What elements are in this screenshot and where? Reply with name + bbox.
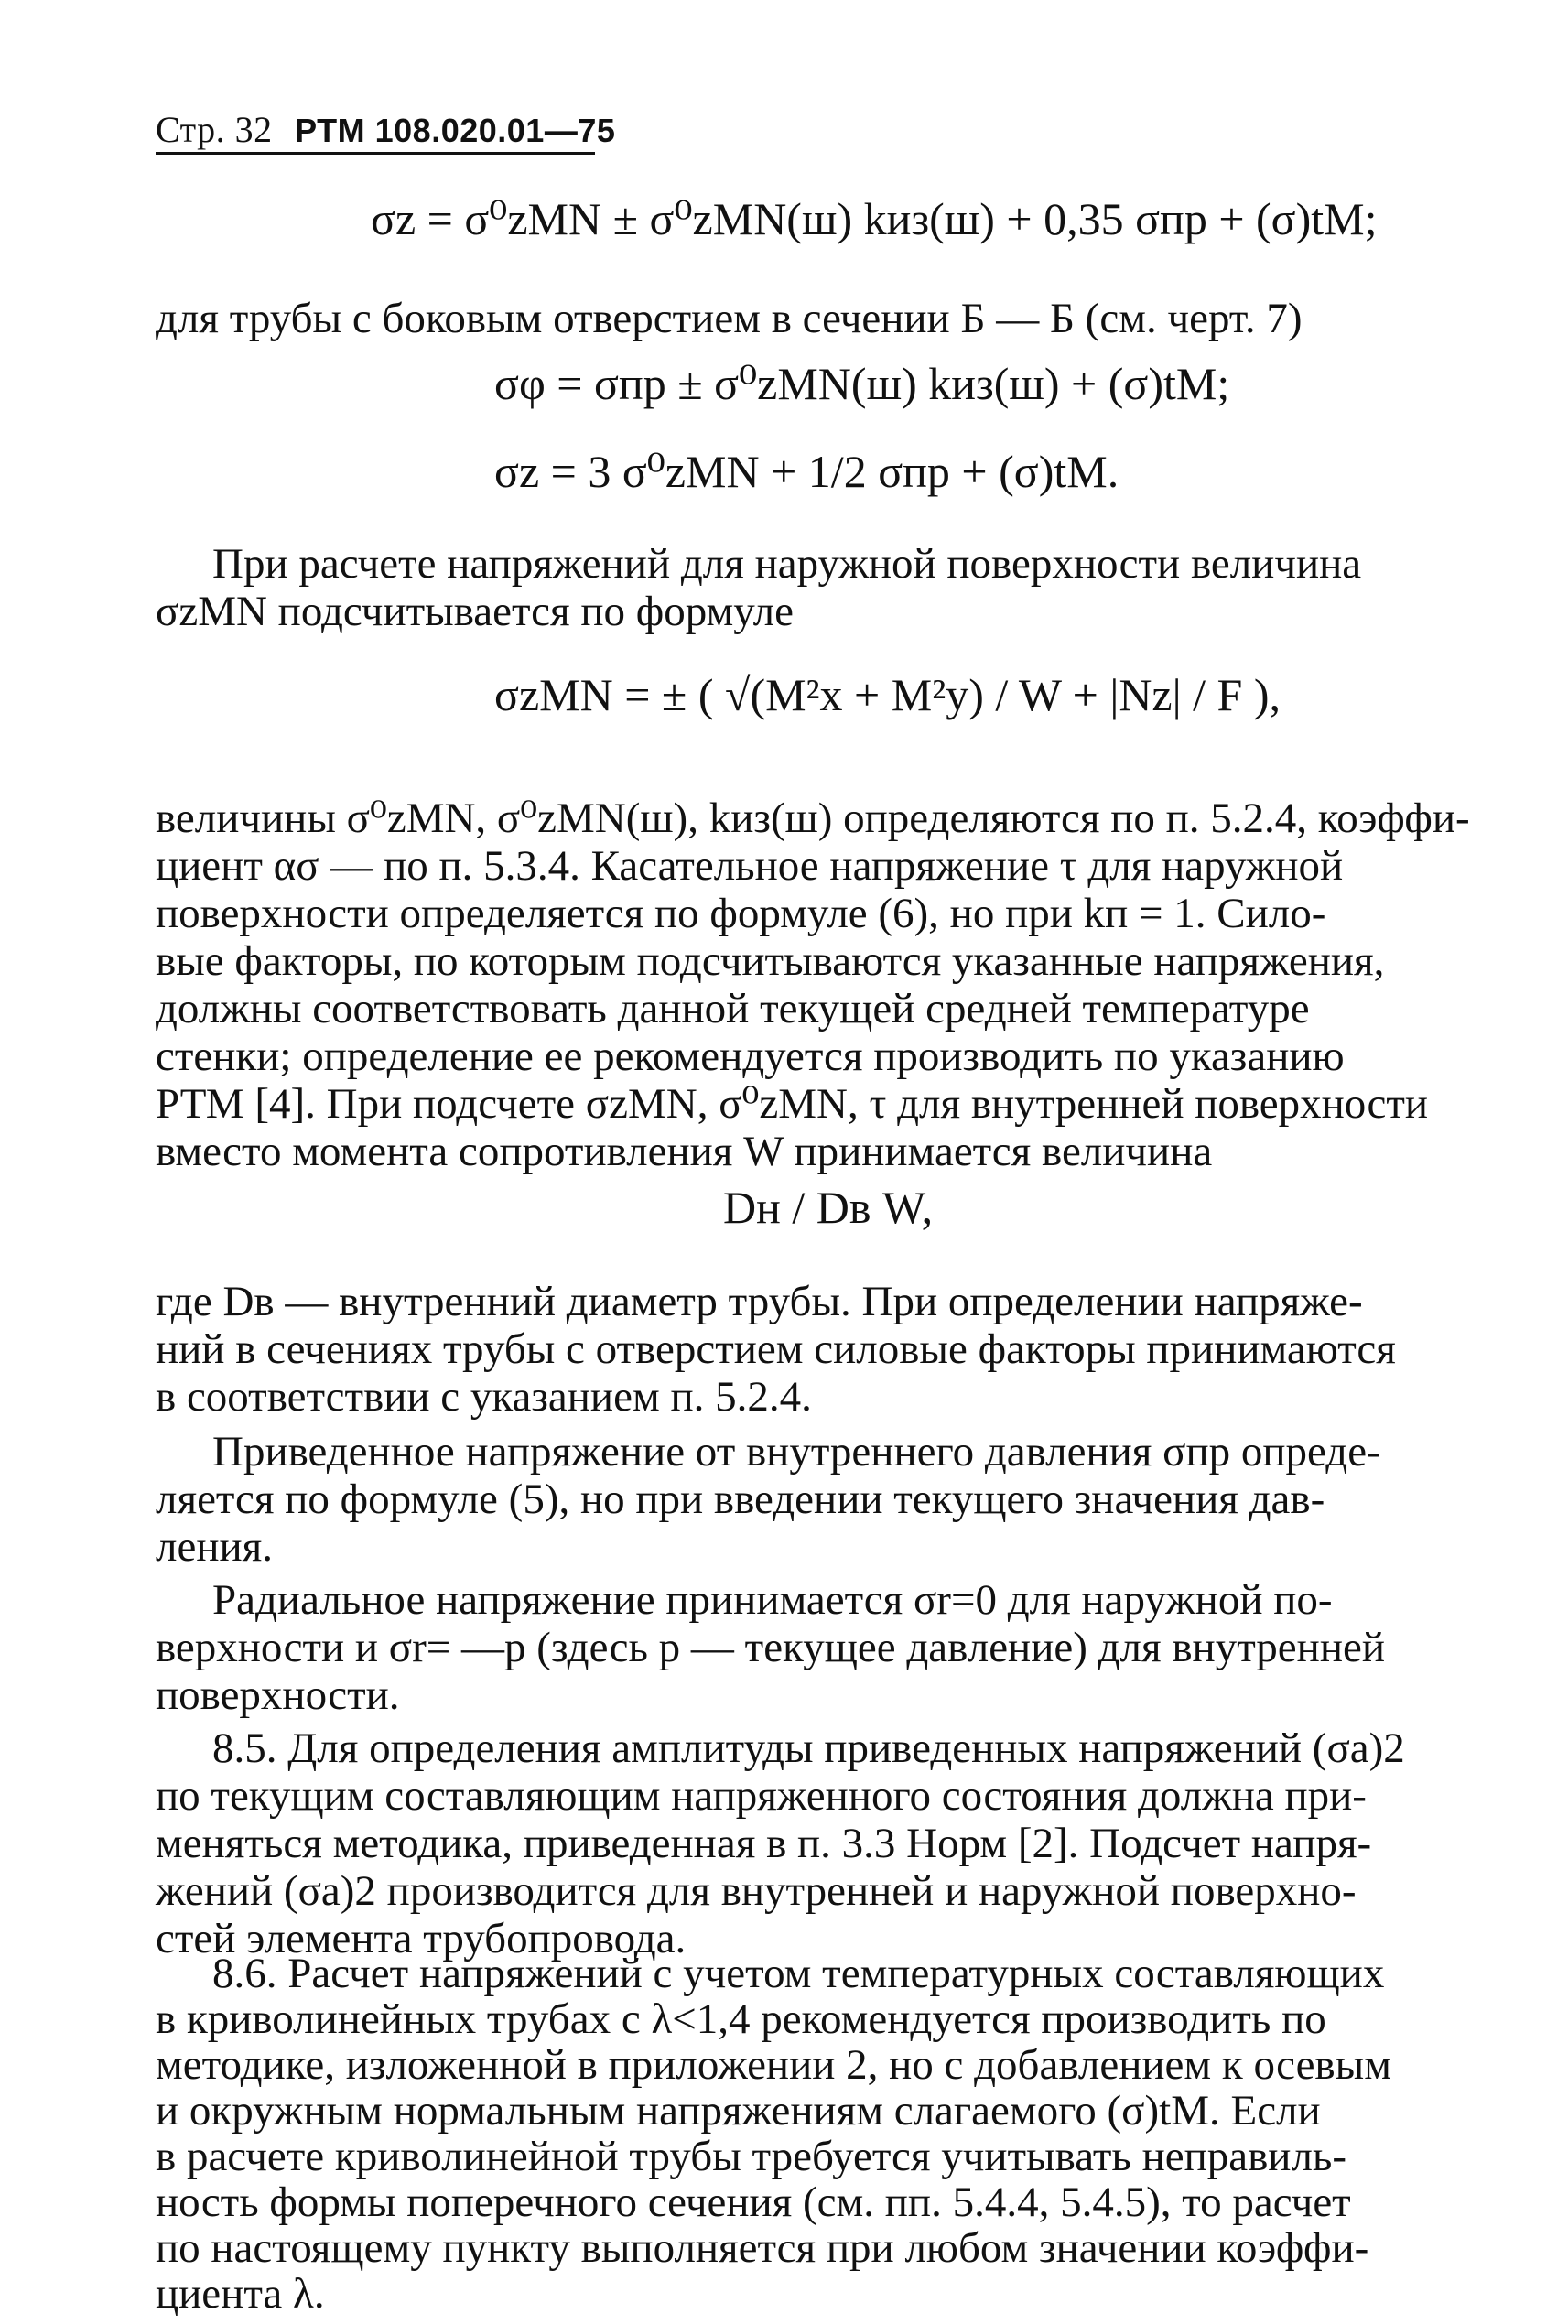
text-line-32: по настоящему пункту выполняется при любом значении коэффи- — [156, 2224, 1369, 2272]
text-line-33: циента λ. — [156, 2270, 325, 2318]
text-line-22: по текущим составляющим напряженного состояния должна при- — [156, 1772, 1367, 1820]
formula-dn-dv-w: Dн / Dв W, — [723, 1182, 934, 1233]
text-line-09: стенки; определение ее рекомендуется производить по указанию — [156, 1032, 1345, 1080]
text-line-27: в криволинейных трубах с λ<1,4 рекомендуется производить по — [156, 1995, 1326, 2043]
text-line-05: циент ασ — по п. 5.3.4. Касательное напряжение τ для наружной — [156, 842, 1344, 890]
text-line-15: Приведенное напряжение от внутреннего давления σпр опреде- — [212, 1428, 1381, 1475]
text-line-04: величины σ⁰zMN, σ⁰zMN(ш), kиз(ш) определяются по п. 5.2.4, коэффи- — [156, 794, 1470, 842]
text-line-03: σzMN подсчитывается по формуле — [156, 588, 794, 635]
page-number: Стр. 32 — [156, 109, 273, 150]
text-line-24: жений (σa)2 производится для внутренней и наружной поверхно- — [156, 1867, 1357, 1915]
text-line-13: ний в сечениях трубы с отверстием силовые факторы принимаются — [156, 1325, 1396, 1373]
text-line-11: вместо момента сопротивления W принимается величина — [156, 1128, 1213, 1175]
header-rule — [156, 152, 595, 155]
text-line-28: методике, изложенной в приложении 2, но с добавлением к осевым — [156, 2041, 1391, 2089]
text-line-19: верхности и σr= —p (здесь p — текущее давление) для внутренней — [156, 1624, 1385, 1671]
text-line-18: Радиальное напряжение принимается σr=0 для наружной по- — [212, 1576, 1333, 1624]
text-line-07: вые факторы, по которым подсчитываются указанные напряжения, — [156, 937, 1385, 985]
formula-sigma-z-1: σz = σ⁰zMN ± σ⁰zMN(ш) kиз(ш) + 0,35 σпр + (σ)tM; — [371, 193, 1378, 244]
text-line-21: 8.5. Для определения амплитуды приведенных напряжений (σa)2 — [212, 1724, 1405, 1772]
text-line-17: ления. — [156, 1523, 273, 1571]
text-line-02: При расчете напряжений для наружной поверхности величина — [212, 540, 1362, 588]
text-line-12: где Dв — внутренний диаметр трубы. При определении напряже- — [156, 1278, 1363, 1325]
text-line-20: поверхности. — [156, 1671, 400, 1719]
text-line-25: стей элемента трубопровода. — [156, 1915, 687, 1962]
text-line-26: 8.6. Расчет напряжений с учетом температурных составляющих — [212, 1950, 1385, 1997]
text-line-08: должны соответствовать данной текущей средней температуре — [156, 985, 1310, 1032]
text-line-01: для трубы с боковым отверстием в сечении Б — Б (см. черт. 7) — [156, 295, 1303, 342]
text-line-23: меняться методика, приведенная в п. 3.3 Норм [2]. Подсчет напря- — [156, 1820, 1372, 1867]
text-line-29: и окружным нормальным напряжениям слагаемого (σ)tM. Если — [156, 2087, 1321, 2135]
standard-designation: РТМ 108.020.01—75 — [295, 112, 616, 149]
page-header — [156, 108, 615, 151]
formula-sigma-zmn: σzMN = ± ( √(M²x + M²y) / W + |Nz| / F ), — [494, 669, 1281, 720]
text-line-16: ляется по формуле (5), но при введении текущего значения дав- — [156, 1475, 1325, 1523]
formula-sigma-phi: σφ = σпр ± σ⁰zMN(ш) kиз(ш) + (σ)tM; — [494, 358, 1230, 409]
text-line-31: ность формы поперечного сечения (см. пп. 5.4.4, 5.4.5), то расчет — [156, 2178, 1351, 2226]
text-line-30: в расчете криволинейной трубы требуется учитывать неправиль- — [156, 2133, 1346, 2180]
formula-sigma-z-2: σz = 3 σ⁰zMN + 1/2 σпр + (σ)tM. — [494, 446, 1119, 497]
text-line-14: в соответствии с указанием п. 5.2.4. — [156, 1373, 812, 1421]
text-line-10: РТМ [4]. При подсчете σzMN, σ⁰zMN, τ для внутренней поверхности — [156, 1080, 1429, 1128]
text-line-06: поверхности определяется по формуле (6), но при kп = 1. Сило- — [156, 890, 1326, 937]
